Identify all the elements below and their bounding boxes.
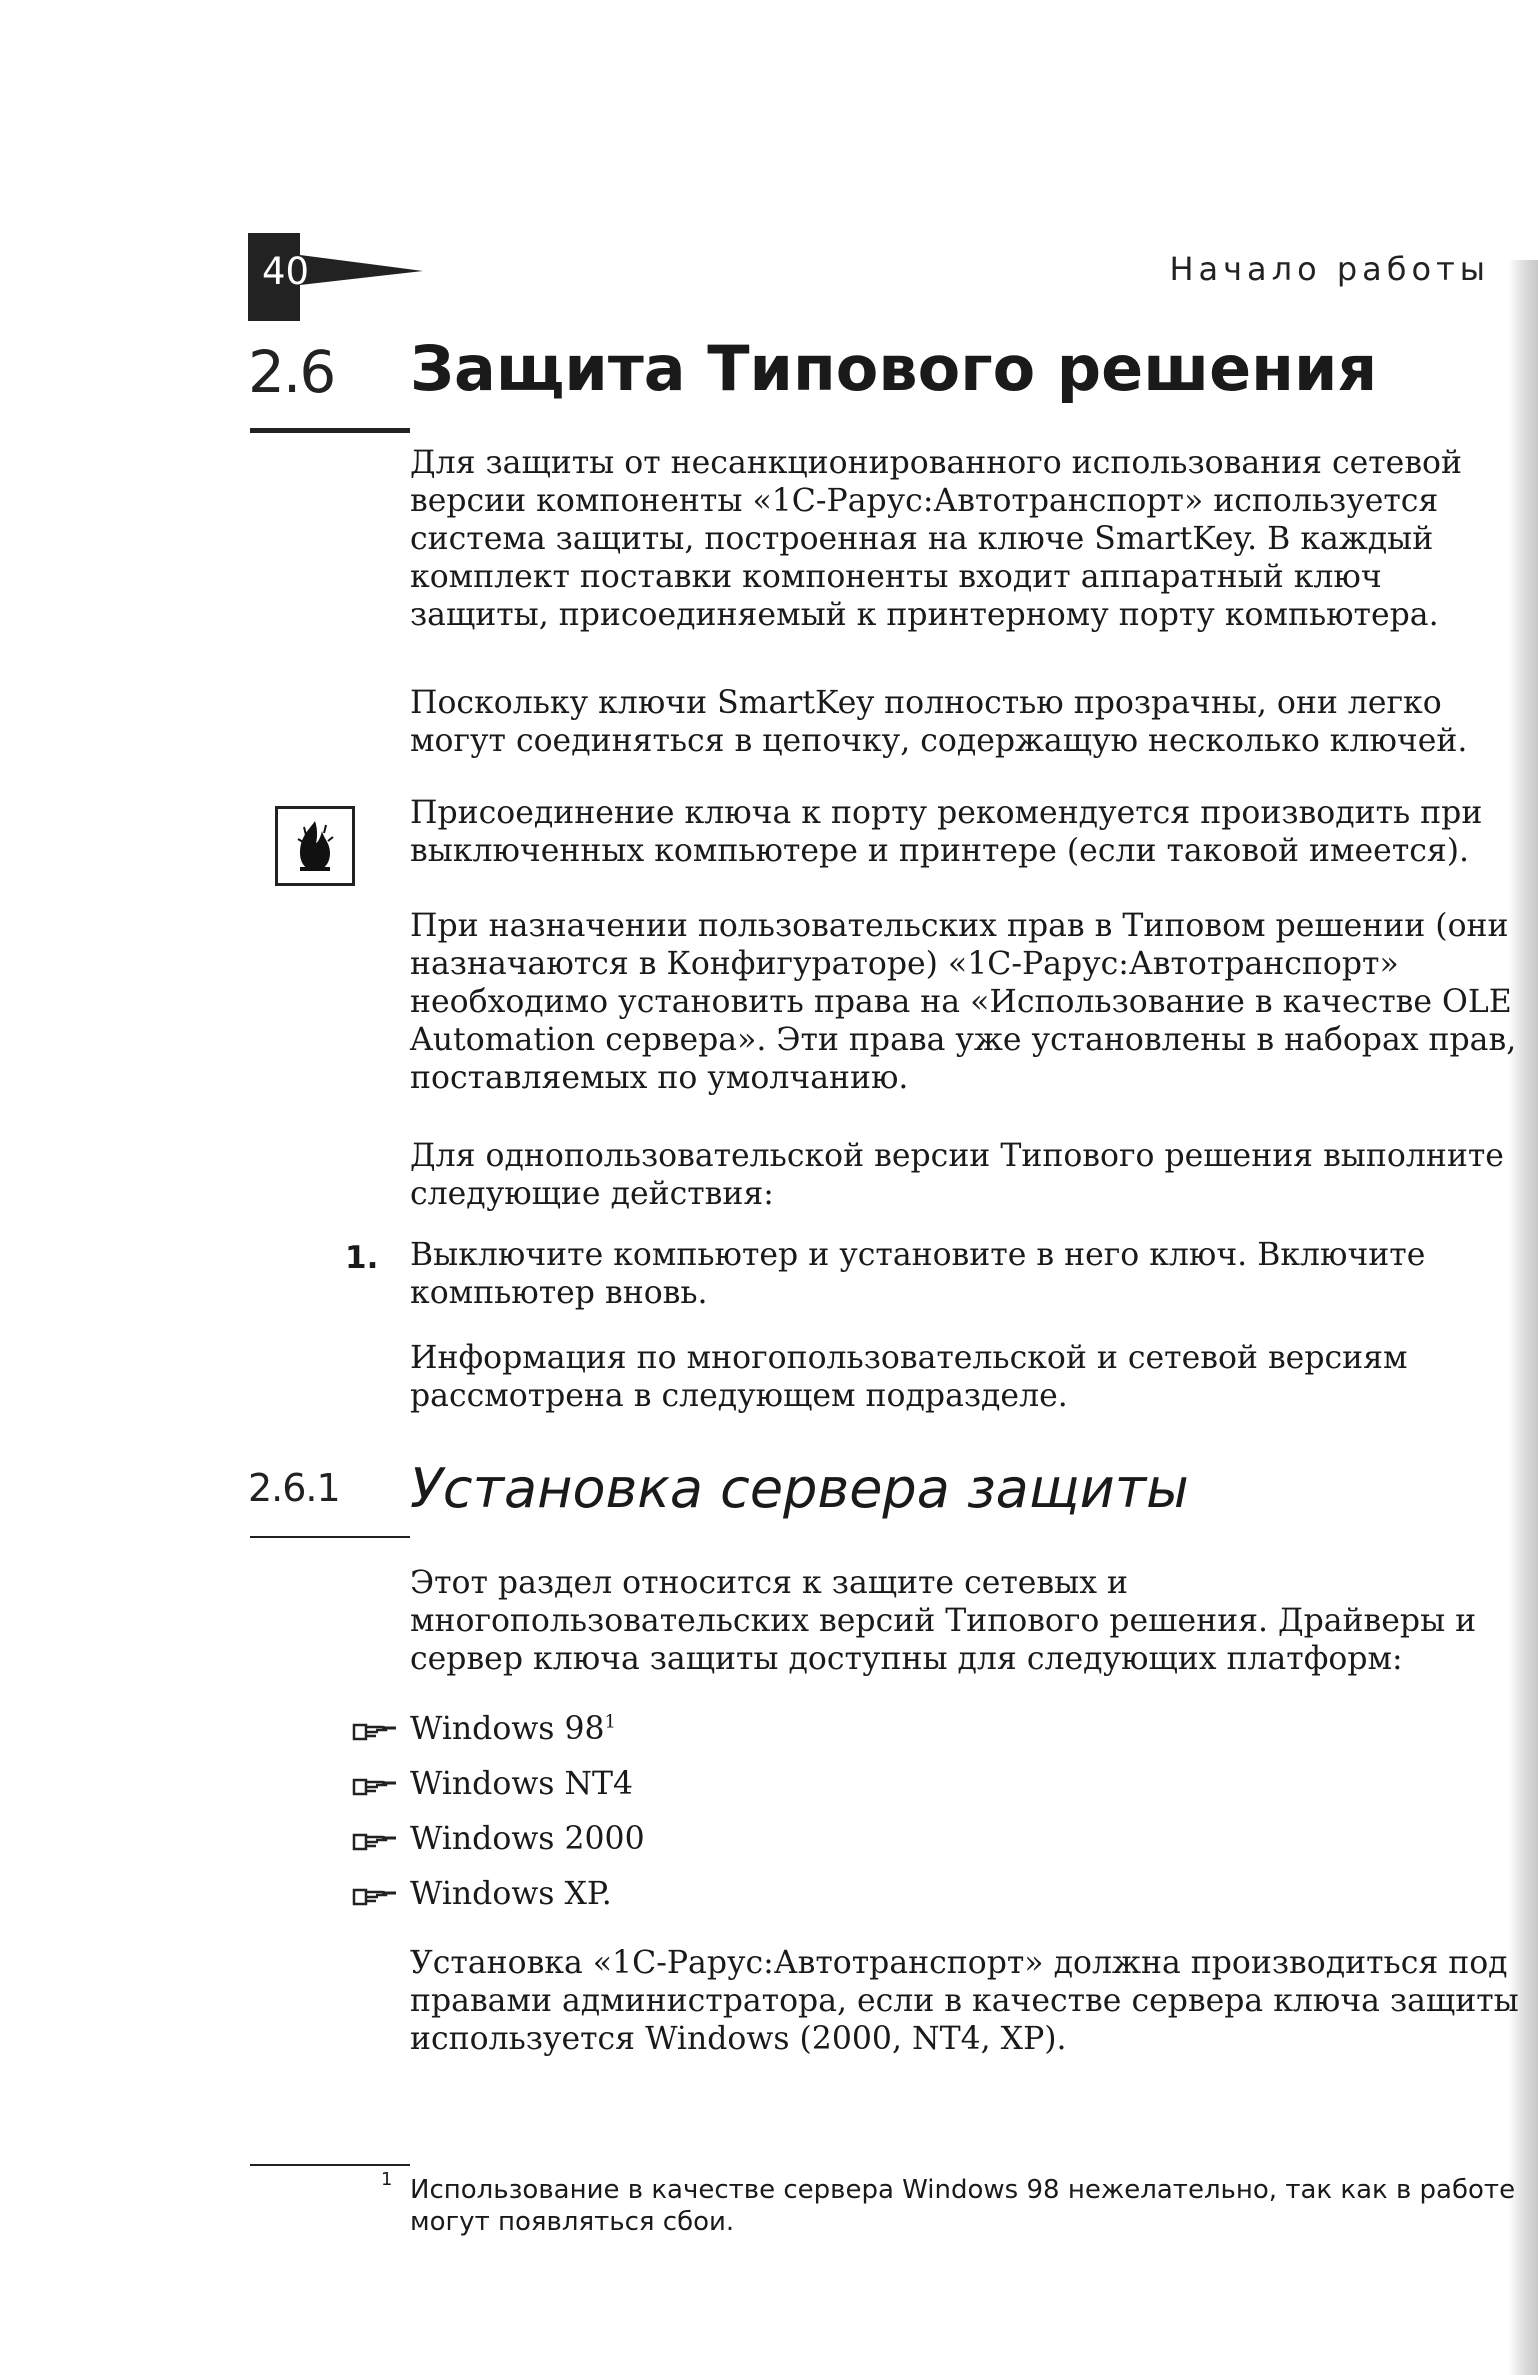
bullet-windows-2000: Windows 2000 bbox=[410, 1821, 645, 1857]
section-number: 2.6 bbox=[248, 338, 335, 406]
footnote-text: Использование в качестве сервера Windows 98 нежелательно, так как в работе могут появляться сбои. bbox=[410, 2175, 1516, 2237]
pointing-hand-icon bbox=[352, 1829, 400, 1853]
footnote-mark: 1 bbox=[381, 2169, 393, 2190]
bullet-windows-xp: Windows XP. bbox=[410, 1876, 612, 1912]
footnote-ref: 1 bbox=[604, 1711, 616, 1733]
step-number: 1. bbox=[345, 1240, 379, 1276]
footnote-rule bbox=[250, 2164, 410, 2166]
section-title: Защита Типового решения bbox=[410, 332, 1378, 405]
subsection-intro: Этот раздел относится к защите сетевых и многопользовательских версий Типового решения. Драйверы и сервер ключа защиты доступны для следующих платформ: bbox=[410, 1565, 1477, 1677]
page-number: 40 bbox=[262, 250, 310, 293]
pointing-hand-icon bbox=[352, 1719, 400, 1743]
paragraph-admin-rights: Установка «1С-Рарус:Автотранспорт» должна производиться под правами администратора, если в качестве сервера ключа защиты используется Windows (2000, NT4, XP). bbox=[410, 1945, 1519, 2057]
paragraph-smartkey: Поскольку ключи SmartKey полностью прозрачны, они легко могут соединяться в цепочку, содержащую несколько ключей. bbox=[410, 685, 1468, 759]
subsection-rule bbox=[250, 1536, 410, 1538]
pointing-hand-icon bbox=[352, 1884, 400, 1908]
paragraph-multiuser-ref: Информация по многопользовательской и сетевой версиям рассмотрена в следующем подразделе. bbox=[410, 1340, 1408, 1414]
subsection-number: 2.6.1 bbox=[248, 1466, 340, 1510]
bullet-windows-98: Windows $98^1$ bbox=[410, 1711, 616, 1747]
flame-warning-icon bbox=[275, 806, 355, 886]
paragraph-single-user: Для однопользовательской версии Типового решения выполните следующие действия: bbox=[410, 1138, 1504, 1212]
paragraph-rights: При назначении пользовательских прав в Типовом решении (они назначаются в Конфигураторе) «1С-Рарус:Автотранспорт» необходимо установить права на «Использование в качестве OLE Automation сервера». Эти права уже установлены в наборах прав, поставляемых по умолчанию. bbox=[410, 908, 1517, 1096]
step-1-text: Выключите компьютер и установите в него ключ. Включите компьютер вновь. bbox=[410, 1237, 1426, 1311]
note-key-connection: Присоединение ключа к порту рекомендуется производить при выключенных компьютере и принтере (если таковой имеется). bbox=[410, 795, 1483, 869]
pointing-hand-icon bbox=[352, 1774, 400, 1798]
running-head: Начало работы bbox=[1169, 250, 1490, 288]
paragraph-intro: Для защиты от несанкционированного использования сетевой версии компоненты «1С-Рарус:Автотранспорт» используется система защиты, построенная на ключе SmartKey. В каждый комплект поставки компоненты входит аппаратный ключ защиты, присоединяемый к принтерному порту компьютера. bbox=[410, 445, 1463, 633]
bullet-windows-nt4: Windows NT4 bbox=[410, 1766, 634, 1802]
subsection-title: Установка сервера защиты bbox=[410, 1457, 1189, 1520]
section-rule bbox=[250, 428, 410, 433]
